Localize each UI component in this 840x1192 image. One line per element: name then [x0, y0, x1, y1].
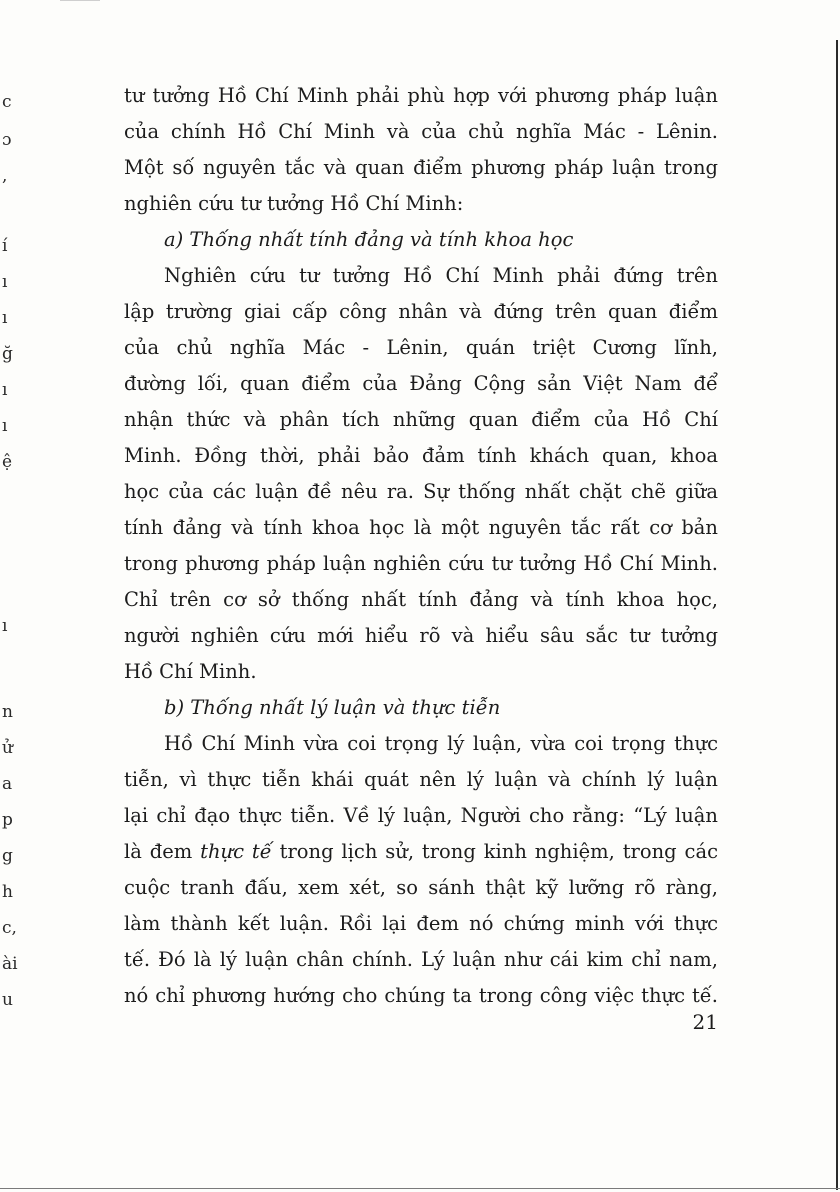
- margin-fragment: ı: [2, 416, 8, 436]
- text-line: của chủ nghĩa Mác - Lênin, quán triệt Cương lĩnh,: [124, 336, 718, 359]
- text-line: nó chỉ phương hướng cho chúng ta trong công việc thực tế.: [124, 984, 718, 1007]
- body-text: [124, 78, 718, 1014]
- margin-fragment: u: [2, 990, 13, 1010]
- margin-fragment: í: [2, 236, 8, 256]
- text-line: học của các luận đề nêu ra. Sự thống nhất chặt chẽ giữa: [124, 480, 718, 503]
- text-line: tư tưởng Hồ Chí Minh phải phù hợp với phương pháp luận: [124, 84, 718, 107]
- margin-fragment: a: [2, 774, 13, 794]
- bottom-edge-line: [0, 1188, 840, 1189]
- text-line: Nghiên cứu tư tưởng Hồ Chí Minh phải đứng trên: [164, 264, 718, 287]
- text-line: nghiên cứu tư tưởng Hồ Chí Minh:: [124, 192, 464, 215]
- text-fragment: là đem: [124, 840, 201, 863]
- margin-fragment: ài: [2, 954, 18, 974]
- text-line: lại chỉ đạo thực tiễn. Về lý luận, Người cho rằng: “Lý luận: [124, 804, 718, 827]
- margin-fragment: ı: [2, 380, 8, 400]
- margin-fragment: h: [2, 882, 13, 902]
- margin-fragment: ,: [2, 166, 8, 186]
- text-line: đường lối, quan điểm của Đảng Cộng sản Việt Nam để: [124, 372, 718, 395]
- text-line: Hồ Chí Minh vừa coi trọng lý luận, vừa coi trọng thực: [164, 732, 718, 755]
- margin-fragment: c,: [2, 918, 17, 938]
- adjacent-page-margin: [0, 0, 22, 1192]
- margin-fragment: ử: [2, 738, 13, 758]
- margin-fragment: p: [2, 810, 13, 830]
- margin-fragment: g: [2, 846, 13, 866]
- text-line: nhận thức và phân tích những quan điểm của Hồ Chí: [124, 408, 718, 431]
- page-number: 21: [692, 1010, 718, 1034]
- text-fragment: trong lịch sử, trong kinh nghiệm, trong các: [271, 840, 718, 863]
- text-line: lập trường giai cấp công nhân và đứng trên quan điểm: [124, 300, 718, 323]
- margin-fragment: ı: [2, 616, 8, 636]
- page-edge-line: [832, 40, 838, 1190]
- margin-fragment: c: [2, 92, 12, 112]
- text-line: tiễn, vì thực tiễn khái quát nên lý luận và chính lý luận: [124, 768, 718, 791]
- italic-emphasis: thực tế: [200, 840, 272, 863]
- text-line: Chỉ trên cơ sở thống nhất tính đảng và tính khoa học,: [124, 588, 718, 611]
- margin-fragment: ệ: [2, 452, 13, 472]
- margin-fragment: n: [2, 702, 13, 722]
- text-line: Hồ Chí Minh.: [124, 660, 257, 683]
- scan-corner-mark: [60, 0, 100, 13]
- section-heading-b: b) Thống nhất lý luận và thực tiễn: [164, 696, 501, 719]
- text-line: tế. Đó là lý luận chân chính. Lý luận như cái kim chỉ nam,: [124, 948, 718, 971]
- margin-fragment: ɔ: [2, 130, 12, 150]
- section-heading-a: a) Thống nhất tính đảng và tính khoa học: [164, 228, 574, 251]
- text-line: trong phương pháp luận nghiên cứu tư tưởng Hồ Chí Minh.: [124, 552, 718, 575]
- text-line: người nghiên cứu mới hiểu rõ và hiểu sâu sắc tư tưởng: [124, 624, 718, 647]
- margin-fragment: ğ: [2, 344, 13, 364]
- text-line: Minh. Đồng thời, phải bảo đảm tính khách quan, khoa: [124, 444, 718, 467]
- margin-fragment: ı: [2, 272, 8, 292]
- text-line: tính đảng và tính khoa học là một nguyên tắc rất cơ bản: [124, 516, 718, 539]
- text-line: làm thành kết luận. Rồi lại đem nó chứng minh với thực: [124, 912, 718, 935]
- text-line: của chính Hồ Chí Minh và của chủ nghĩa Mác - Lênin.: [124, 120, 718, 143]
- margin-fragment: ı: [2, 308, 8, 328]
- text-line: cuộc tranh đấu, xem xét, so sánh thật kỹ lưỡng rõ ràng,: [124, 876, 718, 899]
- text-line: Một số nguyên tắc và quan điểm phương pháp luận trong: [124, 156, 718, 179]
- text-line: [124, 834, 718, 870]
